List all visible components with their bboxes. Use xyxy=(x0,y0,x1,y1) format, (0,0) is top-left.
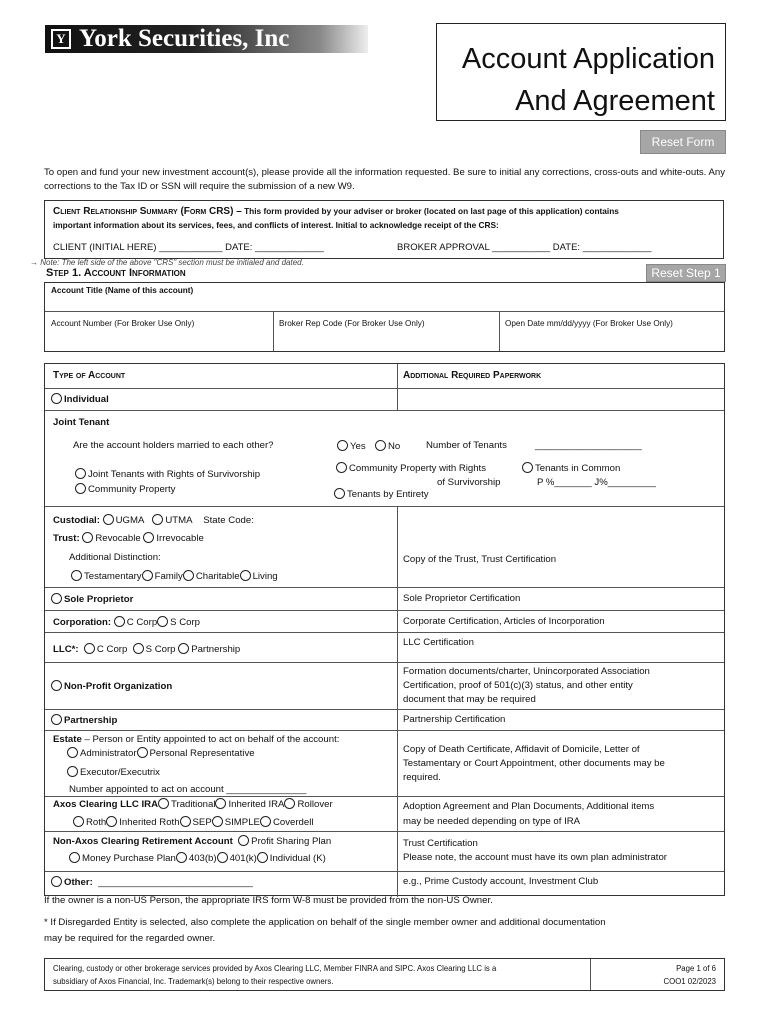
estate-label: Estate xyxy=(53,734,82,745)
jtwros-option[interactable] xyxy=(75,468,260,480)
charitable-label: Charitable xyxy=(195,571,240,582)
ccorp-label: C Corp xyxy=(126,617,158,628)
corporation-paperwork: Corporate Certification, Articles of Incorporation xyxy=(403,616,605,627)
trust-row xyxy=(53,532,204,544)
cpwros-radio[interactable] xyxy=(336,462,347,473)
family-radio[interactable] xyxy=(142,570,153,581)
money-purchase-radio[interactable] xyxy=(69,852,80,863)
llc-ccorp-label: C Corp xyxy=(96,644,128,655)
llc-ccorp-radio[interactable] xyxy=(84,643,95,654)
tbe-option[interactable] xyxy=(334,488,429,500)
traditional-label: Traditional xyxy=(171,799,216,810)
non-us-person-note: If the owner is a non-US Person, the appropriate IRS form W-8 must be provided from the non-US Owner. xyxy=(44,895,493,906)
executor-label: Executor/Executrix xyxy=(80,767,160,778)
traditional-radio[interactable] xyxy=(158,798,169,809)
administrator-radio[interactable] xyxy=(67,747,78,758)
reset-step-1-button[interactable]: Reset Step 1 xyxy=(646,264,726,282)
corporation-label: Corporation: xyxy=(53,617,112,628)
company-logo xyxy=(45,25,368,53)
community-property-option[interactable] xyxy=(75,483,175,495)
step-1-title: Step 1. Account Information xyxy=(46,267,186,279)
non-axos-label: Non-Axos Clearing Retirement Account xyxy=(53,836,233,847)
col-type-of-account: Type of Account xyxy=(53,370,126,381)
individual-radio[interactable] xyxy=(51,393,62,404)
sep-label: SEP xyxy=(192,817,212,828)
scorp-radio[interactable] xyxy=(157,616,168,627)
form-code: COO1 02/2023 xyxy=(663,977,716,986)
executor-option[interactable] xyxy=(67,766,160,778)
scorp-label: S Corp xyxy=(170,617,201,628)
testamentary-radio[interactable] xyxy=(71,570,82,581)
tic-radio[interactable] xyxy=(522,462,533,473)
joint-tenant-label: Joint Tenant xyxy=(53,417,110,428)
reset-form-button[interactable]: Reset Form xyxy=(640,130,726,154)
retirement-paperwork-1: Trust Certification xyxy=(403,838,478,849)
roth-label: Roth xyxy=(86,817,107,828)
footer-line-2: subsidiary of Axos Financial, Inc. Trademark(s) belong to their respective owners. xyxy=(53,977,334,986)
inherited-roth-label: Inherited Roth xyxy=(119,817,180,828)
state-code-label: State Code: xyxy=(203,515,254,526)
account-info-box xyxy=(44,282,725,352)
cpwros-option[interactable] xyxy=(336,462,486,474)
other-label: Other: xyxy=(64,877,93,888)
axos-ira-row-2 xyxy=(73,816,313,828)
profit-sharing-label: Profit Sharing Plan xyxy=(251,836,332,847)
partnership-label: Partnership xyxy=(64,715,118,726)
simple-label: SIMPLE xyxy=(224,817,260,828)
money-purchase-label: Money Purchase Plan xyxy=(82,853,176,864)
simple-radio[interactable] xyxy=(212,816,223,827)
estate-paperwork-3: required. xyxy=(403,772,441,783)
married-yes-label: Yes xyxy=(350,441,366,452)
irrevocable-radio[interactable] xyxy=(143,532,154,543)
corporation-row xyxy=(53,616,200,628)
tbe-label: Tenants by Entirety xyxy=(347,489,429,500)
community-property-label: Community Property xyxy=(88,484,176,495)
revocable-radio[interactable] xyxy=(82,532,93,543)
non-profit-paperwork-1: Formation documents/charter, Unincorporated Association xyxy=(403,666,650,677)
page-title xyxy=(436,23,726,121)
married-yes-option[interactable] xyxy=(337,440,366,452)
footer-line-1: Clearing, custody or other brokerage services provided by Axos Clearing LLC, Member FINRA and SIPC. Axos Clearing LLC is a xyxy=(53,964,497,973)
married-question: Are the account holders married to each other? xyxy=(73,440,274,451)
tbe-radio[interactable] xyxy=(334,488,345,499)
personal-rep-label: Personal Representative xyxy=(149,748,255,759)
other-radio[interactable] xyxy=(51,876,62,887)
page-number: Page 1 of 6 xyxy=(676,964,716,973)
rollover-radio[interactable] xyxy=(284,798,295,809)
married-yes-radio[interactable] xyxy=(337,440,348,451)
title-line-2: And Agreement xyxy=(515,85,715,117)
ugma-radio[interactable] xyxy=(103,514,114,525)
married-no-radio[interactable] xyxy=(375,440,386,451)
401k-label: 401(k) xyxy=(229,853,257,864)
custodial-row xyxy=(53,514,254,526)
estate-description: – Person or Entity appointed to act on behalf of the account: xyxy=(81,734,340,745)
crs-client-initials-field[interactable]: CLIENT (INITIAL HERE) ____________ DATE: _____________ xyxy=(53,242,324,253)
retirement-paperwork-2: Please note, the account must have its own plan administrator xyxy=(403,852,667,863)
non-axos-row-2 xyxy=(69,852,326,864)
non-axos-row xyxy=(53,835,331,847)
sole-proprietor-paperwork: Sole Proprietor Certification xyxy=(403,593,521,604)
account-title-field[interactable]: Account Title (Name of this account) xyxy=(51,286,194,295)
irrevocable-label: Irrevocable xyxy=(156,533,204,544)
living-label: Living xyxy=(252,571,278,582)
inherited-roth-radio[interactable] xyxy=(106,816,117,827)
sole-proprietor-label: Sole Proprietor xyxy=(64,594,134,605)
llc-scorp-radio[interactable] xyxy=(133,643,144,654)
crs-broker-approval-field[interactable]: BROKER APPROVAL ___________ DATE: _____________ xyxy=(397,242,652,253)
living-radio[interactable] xyxy=(240,570,251,581)
additional-distinction-label: Additional Distinction: xyxy=(69,552,161,563)
revocable-label: Revocable xyxy=(95,533,141,544)
inherited-ira-radio[interactable] xyxy=(215,798,226,809)
individual-k-label: Individual (K) xyxy=(269,853,326,864)
logo-text: York Securities, Inc xyxy=(79,25,290,52)
estate-paperwork-2: Testamentary or Court Appointment, other documents may be xyxy=(403,758,665,769)
col-additional-paperwork: Additional Required Paperwork xyxy=(403,370,542,381)
title-line-1: Account Application xyxy=(461,43,715,75)
open-date-field[interactable]: Open Date mm/dd/yyyy (For Broker Use Only) xyxy=(505,319,673,328)
other-row xyxy=(51,876,253,888)
coverdell-radio[interactable] xyxy=(260,816,271,827)
estate-roles-row xyxy=(67,747,255,759)
other-paperwork: e.g., Prime Custody account, Investment Club xyxy=(403,876,599,887)
jtwros-label: Joint Tenants with Rights of Survivorship xyxy=(88,469,261,480)
crs-section xyxy=(44,200,724,259)
ugma-label: UGMA xyxy=(115,515,145,526)
401k-radio[interactable] xyxy=(217,852,228,863)
executor-radio[interactable] xyxy=(67,766,78,777)
family-label: Family xyxy=(154,571,183,582)
403b-radio[interactable] xyxy=(176,852,187,863)
testamentary-label: Testamentary xyxy=(84,571,142,582)
trust-distinction-row xyxy=(71,570,278,582)
administrator-label: Administrator xyxy=(80,748,137,759)
number-appointed-field[interactable]: Number appointed to act on account _______________ xyxy=(69,784,307,795)
non-profit-paperwork-3: document that may be required xyxy=(403,694,536,705)
roth-radio[interactable] xyxy=(73,816,84,827)
utma-label: UTMA xyxy=(165,515,193,526)
cpwros-label-2: of Survivorship xyxy=(437,477,501,488)
jtwros-radio[interactable] xyxy=(75,468,86,479)
ccorp-radio[interactable] xyxy=(114,616,125,627)
ira-paperwork-2: may be needed depending on type of IRA xyxy=(403,816,581,827)
account-number-field[interactable]: Account Number (For Broker Use Only) xyxy=(51,319,195,328)
broker-rep-code-field[interactable]: Broker Rep Code (For Broker Use Only) xyxy=(279,319,425,328)
llc-row xyxy=(53,643,240,655)
403b-label: 403(b) xyxy=(188,853,217,864)
crs-text-1: This form provided by your adviser or broker (located on last page of this application) contains xyxy=(241,206,619,216)
estate-paperwork-1: Copy of Death Certificate, Affidavit of Domicile, Letter of xyxy=(403,744,640,755)
partnership-option[interactable] xyxy=(51,714,117,726)
tic-label: Tenants in Common xyxy=(535,463,621,474)
non-profit-paperwork-2: Certification, proof of 501(c)(3) status, and other entity xyxy=(403,680,633,691)
disregarded-entity-note-2: may be required for the regarded owner. xyxy=(44,933,216,944)
tic-option[interactable] xyxy=(522,462,620,474)
llc-paperwork: LLC Certification xyxy=(403,637,474,648)
custodial-label: Custodial: xyxy=(53,515,100,526)
coverdell-label: Coverdell xyxy=(272,817,314,828)
other-field[interactable]: _____________________________ xyxy=(98,877,253,888)
estate-row xyxy=(53,734,339,745)
logo-mark: Y xyxy=(51,29,71,49)
axos-ira-row xyxy=(53,798,333,810)
account-type-table xyxy=(44,363,725,896)
charitable-radio[interactable] xyxy=(183,570,194,581)
cpwros-label: Community Property with Rights xyxy=(349,463,487,474)
sole-proprietor-radio[interactable] xyxy=(51,593,62,604)
crs-text-2: important information about its services, fees, and conflicts of interest. Initial to acknowledge receipt of the CRS: xyxy=(53,220,499,230)
llc-scorp-label: S Corp xyxy=(145,644,176,655)
rollover-label: Rollover xyxy=(297,799,333,810)
trust-label: Trust: xyxy=(53,533,80,544)
married-no-label: No xyxy=(388,441,401,452)
llc-label: LLC*: xyxy=(53,644,79,655)
llc-partnership-label: Partnership xyxy=(191,644,241,655)
intro-text: To open and fund your new investment account(s), please provide all the information requested. Be sure to initial any corrections, cross-outs and white-outs. Any corrections to the Tax ID or SSN will require the submission of a new W9. xyxy=(44,167,725,192)
trust-paperwork: Copy of the Trust, Trust Certification xyxy=(403,554,557,565)
community-property-radio[interactable] xyxy=(75,483,86,494)
footer xyxy=(44,958,725,991)
married-no-option[interactable] xyxy=(375,440,400,452)
sep-radio[interactable] xyxy=(180,816,191,827)
inherited-ira-label: Inherited IRA xyxy=(228,799,285,810)
individual-k-radio[interactable] xyxy=(257,852,268,863)
crs-heading-row xyxy=(53,206,619,217)
personal-rep-radio[interactable] xyxy=(137,747,148,758)
profit-sharing-radio[interactable] xyxy=(238,835,249,846)
partnership-paperwork: Partnership Certification xyxy=(403,714,506,725)
crs-heading: Client Relationship Summary (Form CRS) – xyxy=(53,206,242,217)
axos-ira-label: Axos Clearing LLC IRA xyxy=(53,799,159,810)
partnership-radio[interactable] xyxy=(51,714,62,725)
individual-option[interactable] xyxy=(51,393,109,405)
non-profit-radio[interactable] xyxy=(51,680,62,691)
disregarded-entity-note-1: * If Disregarded Entity is selected, also complete the application on behalf of the single member owner and additional documentation xyxy=(44,917,606,928)
ira-paperwork-1: Adoption Agreement and Plan Documents, Additional items xyxy=(403,801,655,812)
tic-percent-field[interactable]: P %_______ J%_________ xyxy=(537,477,656,488)
sole-proprietor-option[interactable] xyxy=(51,593,133,605)
individual-label: Individual xyxy=(64,394,109,405)
utma-radio[interactable] xyxy=(152,514,163,525)
llc-partnership-radio[interactable] xyxy=(178,643,189,654)
crs-note: → Note: The left side of the above "CRS" section must be initialed and dated. xyxy=(30,258,304,267)
number-of-tenants-label: Number of Tenants xyxy=(426,440,507,451)
non-profit-option[interactable] xyxy=(51,680,172,692)
number-of-tenants-field[interactable]: ____________________ xyxy=(535,440,642,451)
non-profit-label: Non-Profit Organization xyxy=(64,681,173,692)
